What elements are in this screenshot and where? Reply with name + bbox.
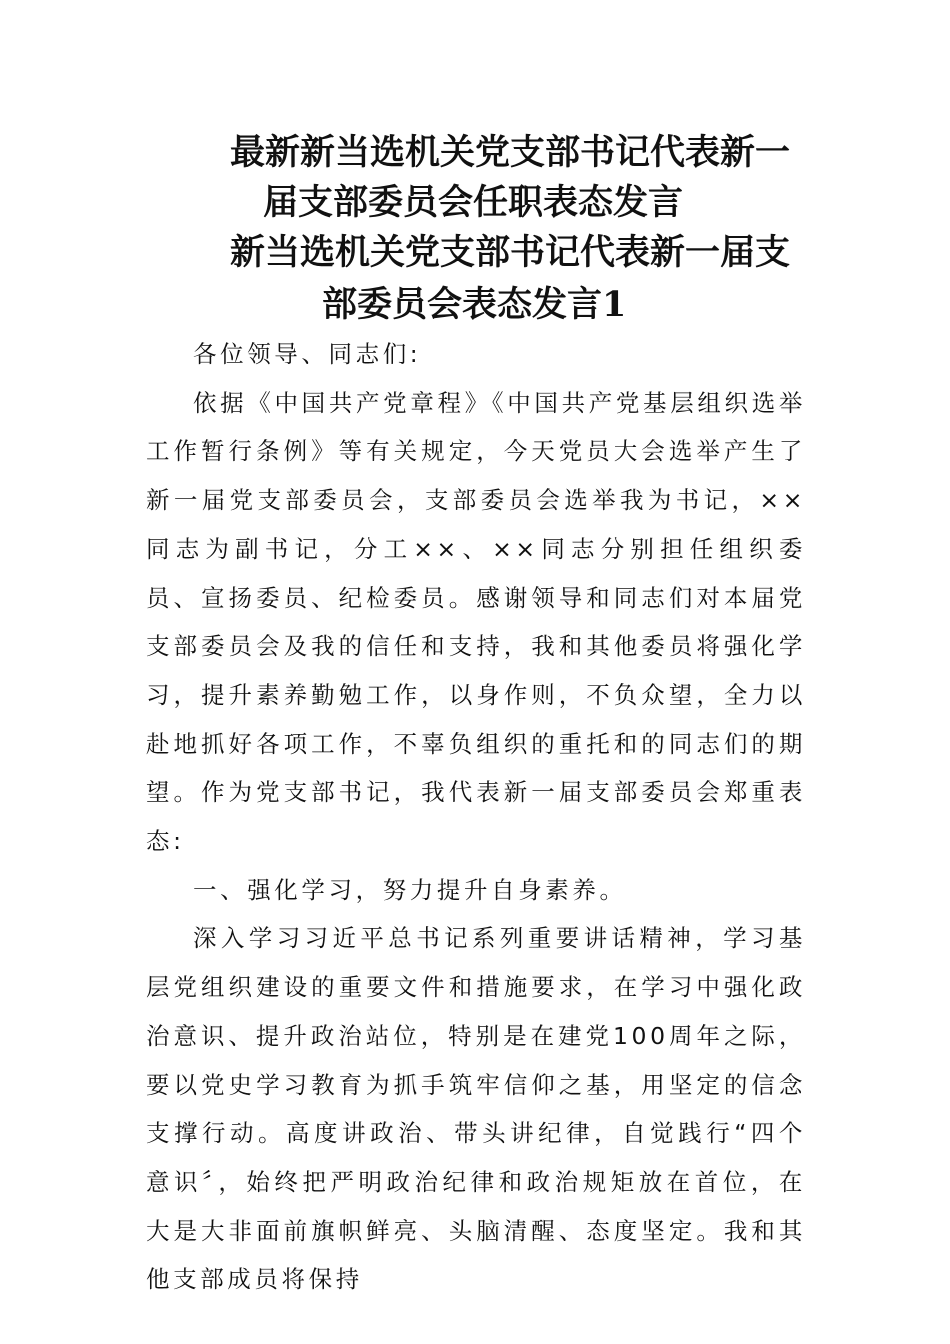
body-paragraph: 依据《中国共产党章程》《中国共产党基层组织选举工作暂行条例》等有关规定，今天党员大会选举产生了新一届党支部委员会，支部委员会选举我为书记，××同志为副书记，分工××、××同志分别担任组织委员、宣扬委员、纪检委员。感谢领导和同志们对本届党支部委员会及我的信任和支持，我和其他委员将强化学习，提升素养勤勉工作，以身作则，不负众望，全力以赴地抓好各项工作，不辜负组织的重托和的同志们的期望。作为党支部书记，我代表新一届支部委员会郑重表态: (146, 388, 806, 856)
section-heading: 一、强化学习，努力提升自身素养。 (193, 875, 627, 904)
title-line-4: 部委员会表态发言1 (322, 284, 627, 325)
salutation: 各位领导、同志们: (193, 340, 422, 368)
body-paragraph: 深入学习习近平总书记系列重要讲话精神，学习基层党组织建设的重要文件和措施要求，在学习中强化政治意识、提升政治站位，特别是在建党100周年之际，要以党史学习教育为抓手筑牢信仰之基，用坚定的信念支撑行动。高度讲政治、带头讲纪律，自觉践行“四个意识〞，始终把严明政治纪律和政治规矩放在首位，在大是大非面前旗帜鲜亮、头脑清醒、态度坚定。我和其他支部成员将保持 (146, 924, 806, 1294)
title-line-1: 最新新当选机关党支部书记代表新一 (230, 132, 791, 173)
title-line-2: 届支部委员会任职表态发言 (263, 182, 684, 223)
title-line-3: 新当选机关党支部书记代表新一届支 (230, 232, 791, 273)
document-body (146, 330, 806, 1304)
